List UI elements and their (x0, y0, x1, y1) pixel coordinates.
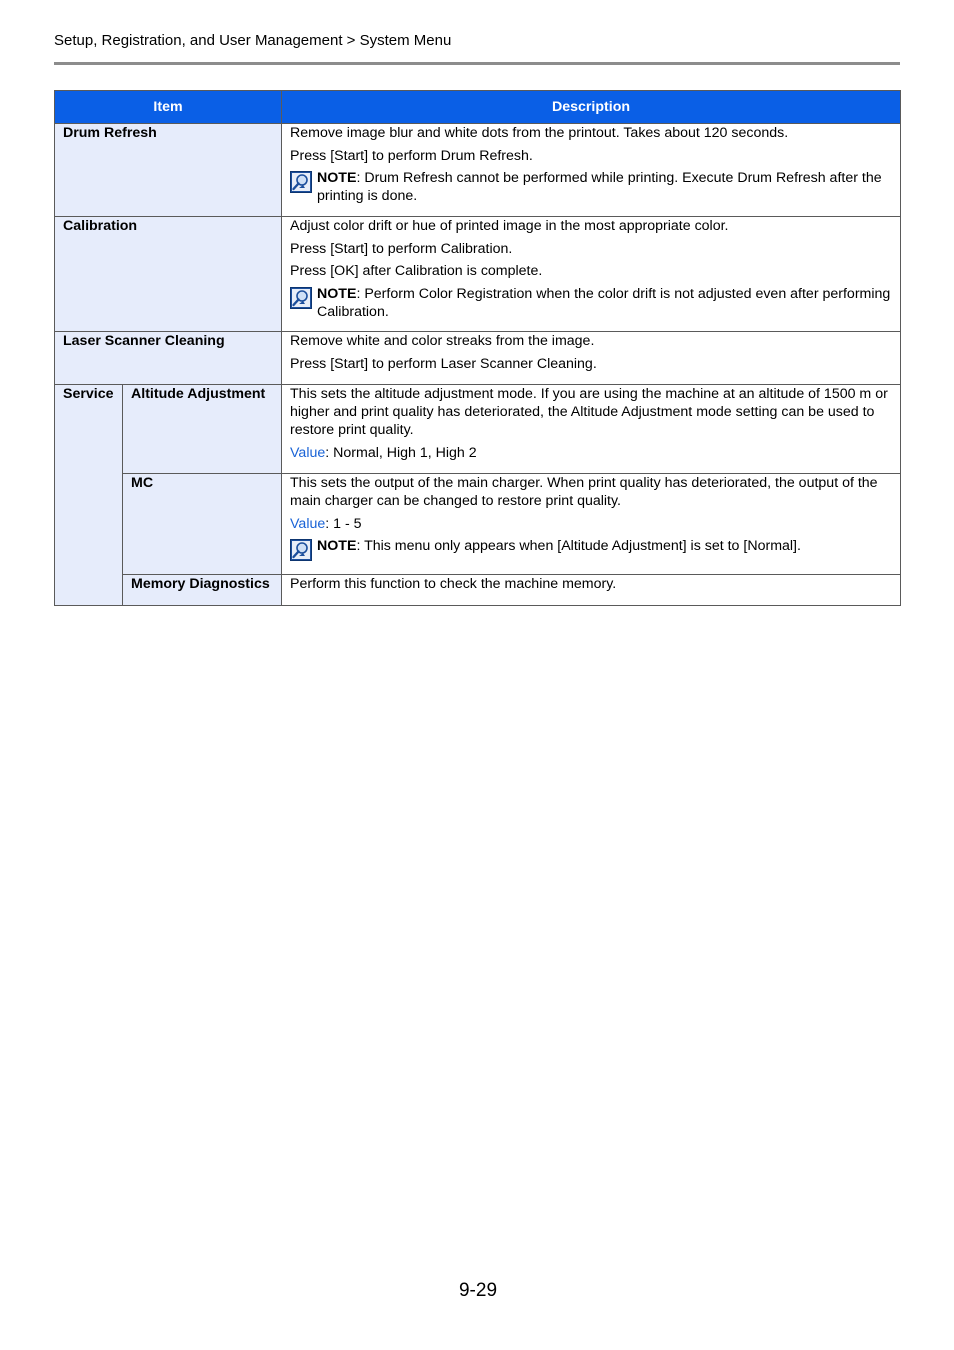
table-row-laser-scanner-cleaning (55, 332, 901, 385)
description-line: Press [OK] after Calibration is complete. (290, 263, 543, 279)
table-row-mc (55, 474, 901, 575)
note-label: NOTE (317, 538, 357, 554)
column-header-item: Item (55, 91, 282, 124)
table-header-row (55, 91, 901, 124)
description-line: Perform this function to check the machine memory. (290, 576, 617, 592)
note-text: : This menu only appears when [Altitude Adjustment] is set to [Normal]. (356, 538, 801, 554)
table-row-memory-diagnostics (55, 575, 901, 606)
description-line: Press [Start] to perform Calibration. (290, 240, 513, 257)
item-service: Service (55, 385, 123, 606)
page-number: 9-29 (458, 1280, 498, 1301)
item-memory-diagnostics: Memory Diagnostics (123, 575, 282, 606)
item-laser-scanner-cleaning: Laser Scanner Cleaning (55, 332, 282, 385)
value-line (290, 515, 892, 533)
note-text: : Drum Refresh cannot be performed while printing. Execute Drum Refresh after the printing is done. (317, 170, 882, 204)
column-header-description: Description (282, 91, 901, 124)
description-line: This sets the output of the main charger. When print quality has deteriorated, the output of the main charger can be changed to restore print quality. (290, 475, 878, 509)
note-magnifier-icon (290, 171, 312, 193)
note-label: NOTE (317, 170, 357, 186)
note-block (290, 285, 892, 321)
item-altitude-adjustment: Altitude Adjustment (123, 385, 282, 474)
note-magnifier-icon (290, 287, 312, 309)
table-row-altitude-adjustment (55, 385, 901, 474)
description-altitude-adjustment (282, 385, 901, 474)
description-line: Press [Start] to perform Drum Refresh. (290, 147, 533, 164)
note-text: : Perform Color Registration when the color drift is not adjusted even after performing Calibration. (317, 285, 891, 320)
item-drum-refresh: Drum Refresh (55, 124, 282, 217)
system-menu-table (54, 90, 901, 606)
description-drum-refresh (282, 124, 901, 217)
description-line: This sets the altitude adjustment mode. If you are using the machine at an altitude of 1500 m or higher and print quality has deteriorated, the Altitude Adjustment mode setting can be used to restore print quality. (290, 386, 888, 438)
value-text: : 1 - 5 (325, 515, 362, 532)
note-magnifier-icon (290, 539, 312, 561)
item-calibration: Calibration (55, 217, 282, 332)
table-row-drum-refresh (55, 124, 901, 217)
description-mc (282, 474, 901, 575)
note-block (290, 169, 892, 205)
value-label: Value (290, 444, 326, 461)
value-text: : Normal, High 1, High 2 (325, 444, 477, 461)
note-label: NOTE (317, 285, 357, 302)
table-row-calibration (55, 217, 901, 332)
description-line: Remove white and color streaks from the image. (290, 333, 595, 349)
value-label: Value (290, 515, 326, 532)
description-calibration (282, 217, 901, 332)
value-line (290, 444, 892, 462)
item-mc: MC (123, 474, 282, 575)
description-line: Adjust color drift or hue of printed image in the most appropriate color. (290, 218, 729, 234)
header-rule (54, 62, 900, 65)
note-block (290, 537, 892, 561)
page-breadcrumb: Setup, Registration, and User Management > System Menu (54, 32, 452, 49)
description-laser-scanner-cleaning (282, 332, 901, 385)
description-line: Press [Start] to perform Laser Scanner Cleaning. (290, 355, 597, 372)
description-line: Remove image blur and white dots from the printout. Takes about 120 seconds. (290, 125, 789, 141)
description-memory-diagnostics (282, 575, 901, 606)
